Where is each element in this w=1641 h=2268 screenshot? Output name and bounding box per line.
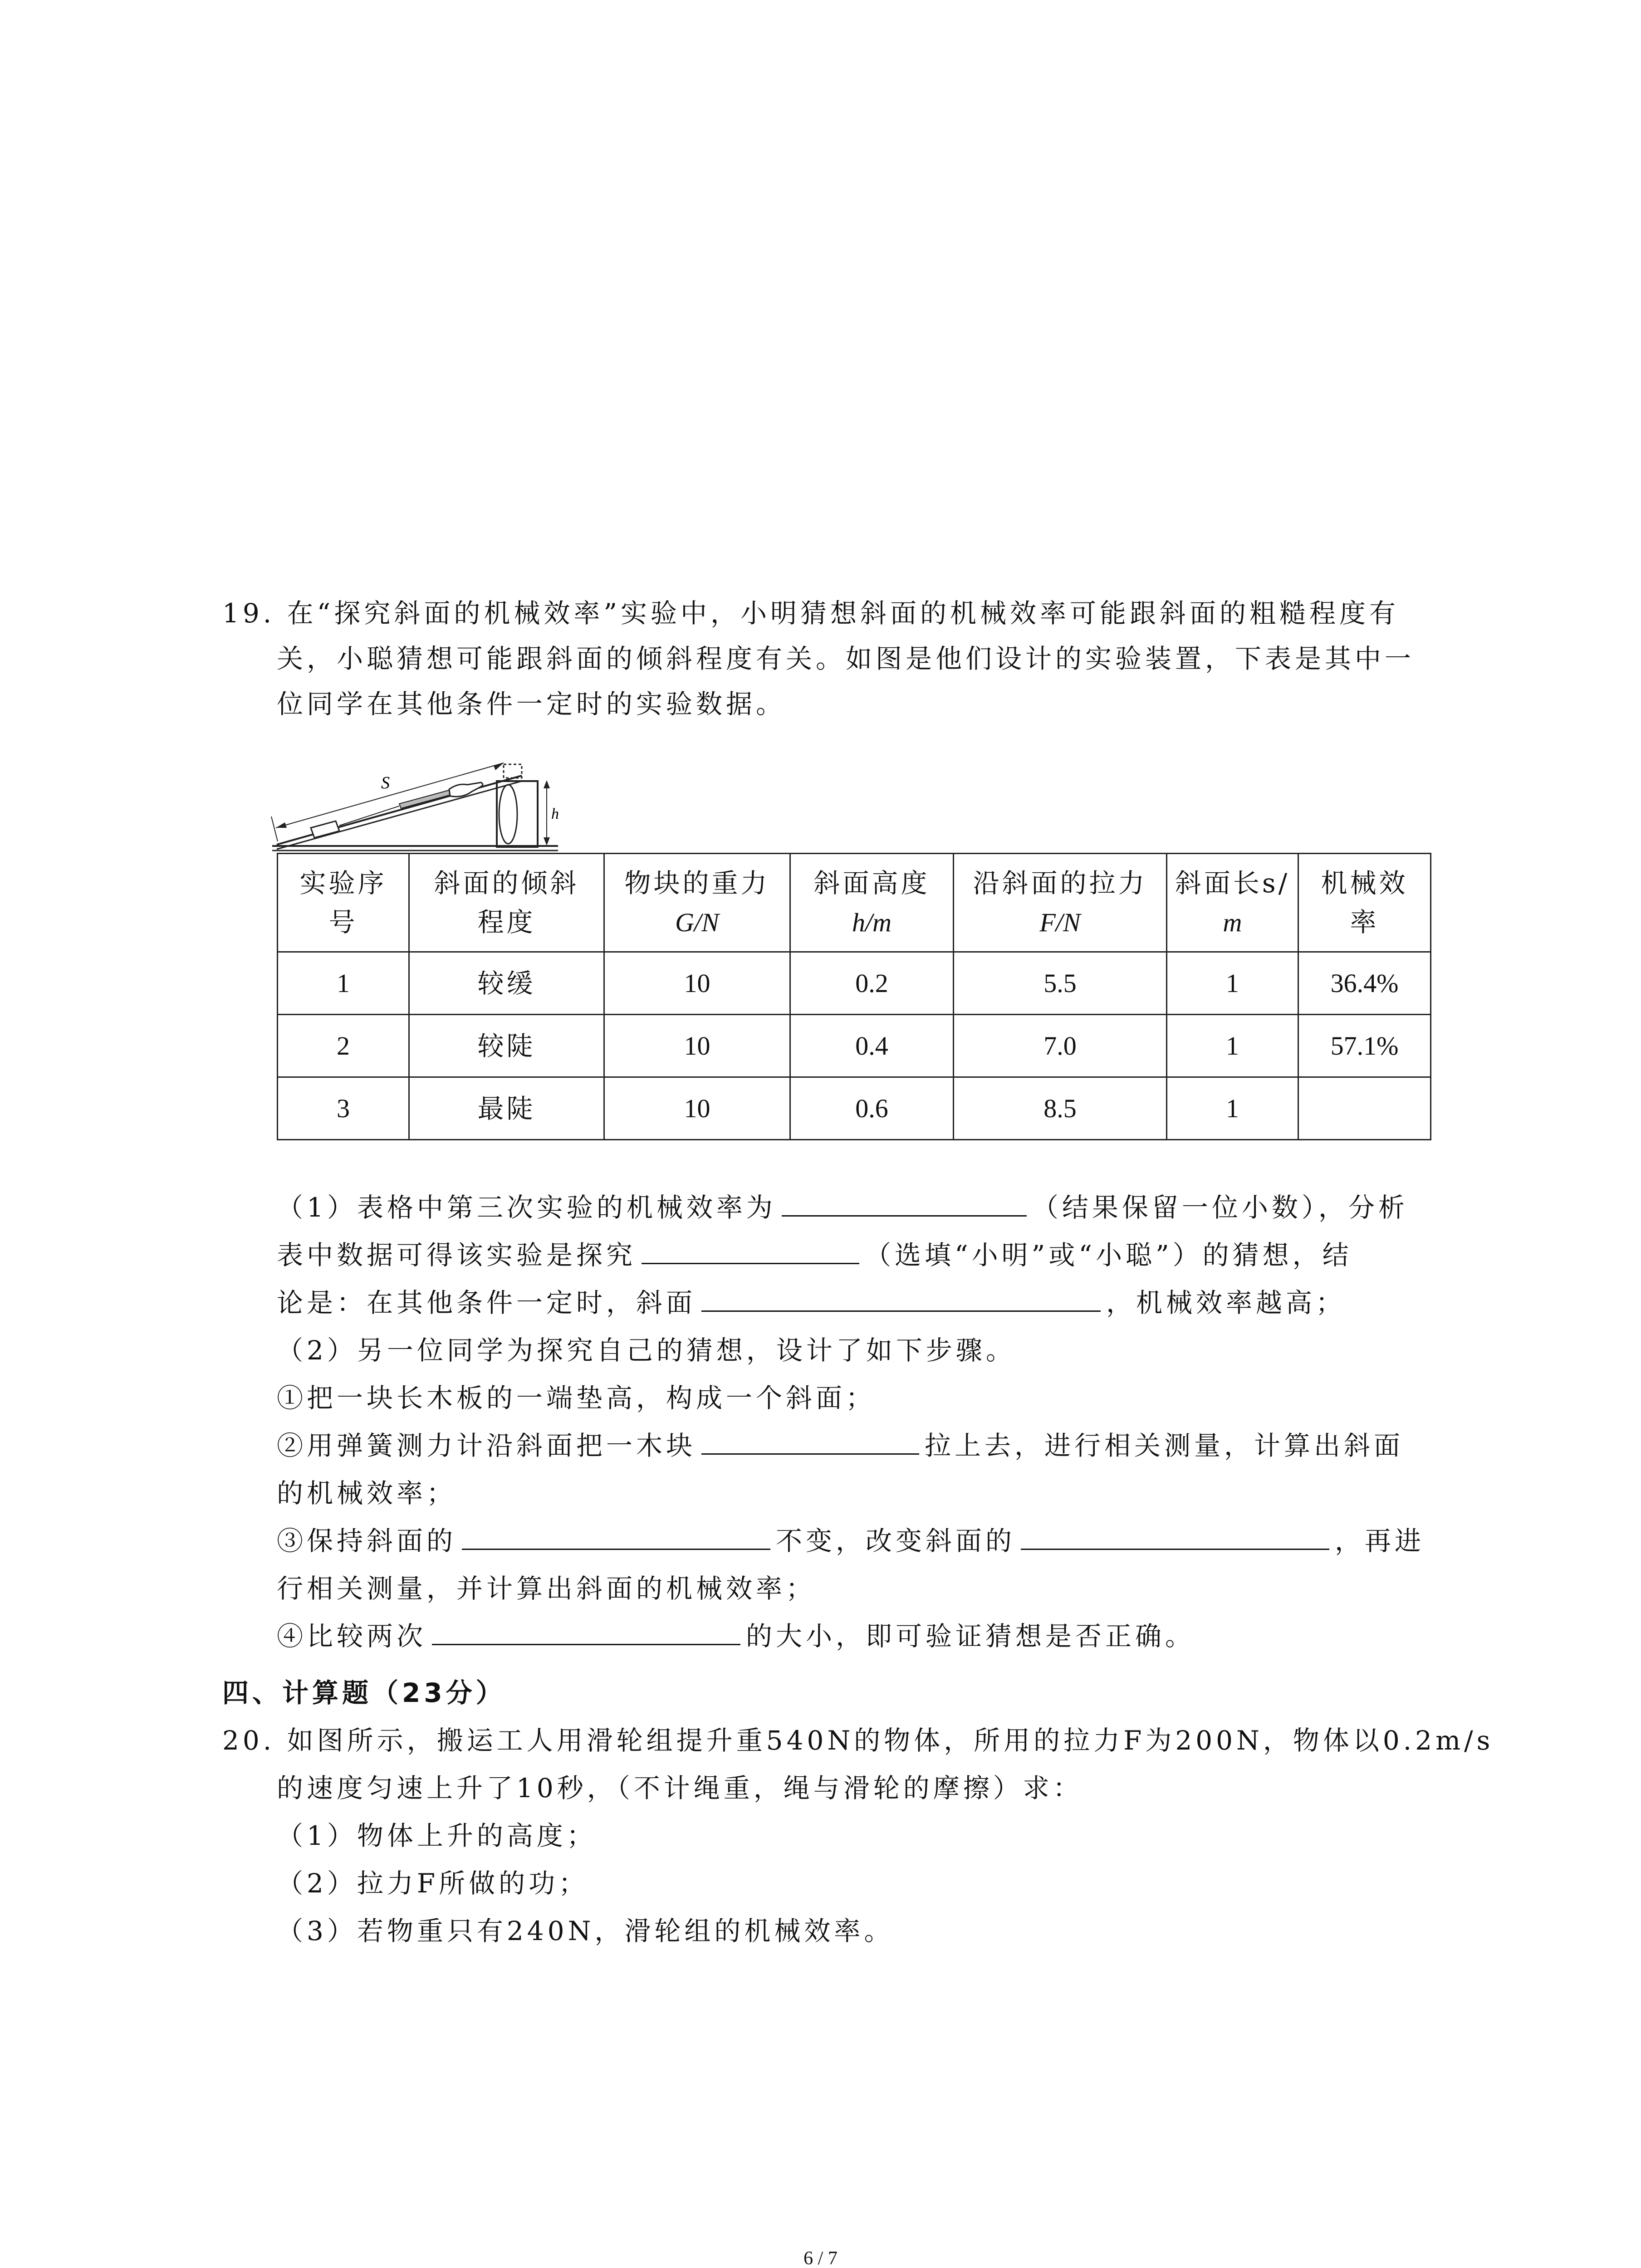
q19-line-3: 位同学在其他条件一定时的实验数据。 bbox=[277, 689, 786, 719]
table-cell: 7.0 bbox=[954, 1015, 1167, 1077]
table-cell: 1 bbox=[1167, 1077, 1298, 1140]
table-cell: 0.4 bbox=[790, 1015, 954, 1077]
header-cell: 斜面的倾斜 程度 bbox=[409, 854, 604, 952]
table-cell: 57.1% bbox=[1298, 1015, 1431, 1077]
header-cell: 沿斜面的拉力 F/N bbox=[954, 854, 1167, 952]
q20-item-3: （3）若物重只有240N，滑轮组的机械效率。 bbox=[277, 1916, 894, 1946]
q20-line-2: 的速度匀速上升了10秒，（不计绳重，绳与滑轮的摩擦）求： bbox=[277, 1773, 1083, 1804]
answer-blank bbox=[432, 1616, 740, 1645]
table-cell: 最陡 bbox=[409, 1077, 604, 1140]
page-number: 6 / 7 bbox=[803, 2248, 838, 2268]
table-cell: 1 bbox=[278, 952, 409, 1015]
incline-apparatus-figure bbox=[268, 748, 567, 853]
header-cell: 斜面长s/ m bbox=[1167, 854, 1298, 952]
table-cell: 8.5 bbox=[954, 1077, 1167, 1140]
answer-blank bbox=[701, 1282, 1101, 1312]
table-cell: 10 bbox=[604, 1077, 790, 1140]
header-cell: 实验序 号 bbox=[278, 854, 409, 952]
answer-blank bbox=[642, 1235, 859, 1264]
header-cell: 机械效 率 bbox=[1298, 854, 1431, 952]
table-cell: 1 bbox=[1167, 952, 1298, 1015]
q19-line-1: 19. 在“探究斜面的机械效率”实验中，小明猜想斜面的机械效率可能跟斜面的粗糙程度有 bbox=[222, 598, 1399, 629]
q19-step-2: ②用弹簧测力计沿斜面把一木块 拉上去，进行相关测量，计算出斜面 bbox=[277, 1422, 1404, 1469]
q19-step-2-cont: 的机械效率； bbox=[277, 1478, 457, 1509]
table-cell: 36.4% bbox=[1298, 952, 1431, 1015]
q19-line-2: 关，小聪猜想可能跟斜面的倾斜程度有关。如图是他们设计的实验装置，下表是其中一 bbox=[277, 643, 1415, 674]
q19-step-3: ③保持斜面的 不变，改变斜面的 ，再进 bbox=[277, 1517, 1425, 1564]
q20-item-1: （1）物体上升的高度； bbox=[277, 1820, 597, 1851]
header-cell: 物块的重力 G/N bbox=[604, 854, 790, 952]
table-header-row bbox=[278, 854, 1431, 952]
q19-step-3-cont: 行相关测量，并计算出斜面的机械效率； bbox=[277, 1573, 816, 1604]
table-cell: 5.5 bbox=[954, 952, 1167, 1015]
answer-blank bbox=[701, 1425, 919, 1455]
table-cell: 10 bbox=[604, 1015, 790, 1077]
table-cell: 1 bbox=[1167, 1015, 1298, 1077]
answer-blank bbox=[462, 1520, 770, 1550]
table-row bbox=[278, 1077, 1431, 1140]
q19-part1-line-2: 表中数据可得该实验是探究 （选填“小明”或“小聪”）的猜想，结 bbox=[277, 1232, 1352, 1279]
experiment-data-table bbox=[277, 853, 1431, 1140]
table-cell: 较缓 bbox=[409, 952, 604, 1015]
table-row bbox=[278, 1015, 1431, 1077]
table-cell: 0.2 bbox=[790, 952, 954, 1015]
q20-item-2: （2）拉力F所做的功； bbox=[277, 1868, 589, 1899]
q19-part1-line-3: 论是：在其他条件一定时，斜面 ，机械效率越高； bbox=[277, 1279, 1346, 1326]
header-cell: 斜面高度 h/m bbox=[790, 854, 954, 952]
q19-part1-line-1: （1）表格中第三次实验的机械效率为 （结果保留一位小数），分析 bbox=[277, 1184, 1408, 1231]
answer-blank bbox=[1021, 1520, 1329, 1550]
q19-step-1: ①把一块长木板的一端垫高，构成一个斜面； bbox=[277, 1383, 876, 1413]
table-cell: 0.6 bbox=[790, 1077, 954, 1140]
table-cell: 2 bbox=[278, 1015, 409, 1077]
table-row bbox=[278, 952, 1431, 1015]
table-cell: 10 bbox=[604, 952, 790, 1015]
answer-blank bbox=[782, 1187, 1027, 1217]
table-cell bbox=[1298, 1077, 1431, 1140]
q20-line-1: 20. 如图所示，搬运工人用滑轮组提升重540N的物体，所用的拉力F为200N，物体以0.2m/s bbox=[222, 1725, 1494, 1756]
label-s: S bbox=[381, 773, 390, 792]
table-cell: 较陡 bbox=[409, 1015, 604, 1077]
section-heading: 四、计算题（23分） bbox=[222, 1677, 506, 1708]
label-h: h bbox=[551, 806, 559, 822]
q19-part2-intro: （2）另一位同学为探究自己的猜想，设计了如下步骤。 bbox=[277, 1335, 1016, 1366]
q19-step-4: ④比较两次 的大小，即可验证猜想是否正确。 bbox=[277, 1613, 1195, 1660]
table-cell: 3 bbox=[278, 1077, 409, 1140]
